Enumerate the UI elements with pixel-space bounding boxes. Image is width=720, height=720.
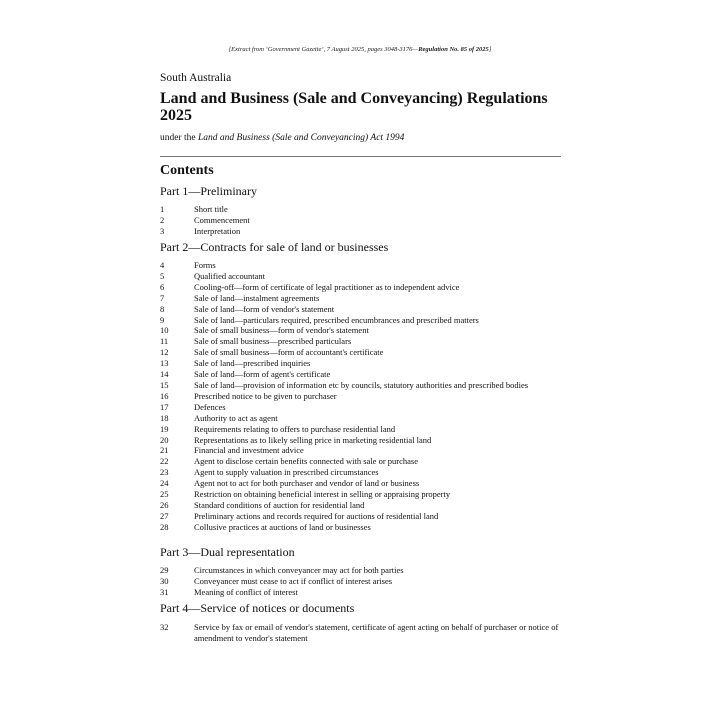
- entry-number: 19: [160, 423, 169, 434]
- toc-entry: [160, 358, 560, 369]
- entry-number: 21: [160, 445, 169, 456]
- entry-number: 13: [160, 358, 169, 369]
- toc-entry: [160, 391, 560, 402]
- toc-entry: [160, 500, 560, 511]
- entry-text: Agent not to act for both purchaser and vendor of land or business: [194, 478, 420, 489]
- entry-number: 22: [160, 456, 169, 467]
- entry-number: 6: [160, 281, 165, 292]
- toc-entry: [160, 456, 560, 467]
- entry-text: Agent to supply valuation in prescribed circumstances: [194, 467, 379, 478]
- toc-entry: [160, 467, 560, 478]
- toc-entry: [160, 315, 560, 326]
- entry-number: 7: [160, 292, 165, 303]
- entry-number: 31: [160, 586, 169, 597]
- entry-text: Interpretation: [194, 225, 241, 236]
- entry-text: Standard conditions of auction for residential land: [194, 499, 365, 510]
- toc-entry: [160, 489, 560, 500]
- entry-number: 15: [160, 379, 169, 390]
- entry-text: Sale of land—prescribed inquiries: [194, 358, 311, 369]
- under-prefix: under the: [160, 133, 198, 143]
- toc-entry: [160, 282, 560, 293]
- entry-text: Sale of land—form of agent's certificate: [194, 369, 331, 380]
- entry-text: Conveyancer must cease to act if conflict of interest arises: [194, 575, 393, 586]
- entry-text: Sale of small business—form of accountant's certificate: [194, 347, 384, 358]
- entry-text: Agent to disclose certain benefits connected with sale or purchase: [194, 456, 418, 467]
- toc-entry: [160, 576, 560, 587]
- entry-text: Prescribed notice to be given to purchaser: [194, 390, 337, 401]
- part-4-entries: [160, 622, 560, 644]
- part-2-entries: [160, 260, 560, 533]
- entry-text: Commencement: [194, 214, 250, 225]
- toc-entry: [160, 511, 560, 522]
- entry-number: 8: [160, 303, 165, 314]
- entry-number: 12: [160, 347, 169, 358]
- entry-text: Short title: [194, 204, 228, 214]
- entry-text: Restriction on obtaining beneficial interest in selling or appraising property: [194, 489, 451, 500]
- entry-number: 18: [160, 412, 169, 423]
- entry-text: Service by fax or email of vendor's statement, certificate of agent acting on behalf of purchaser or notice of amendment to vendor's statement: [194, 622, 559, 643]
- enabling-act-name: Land and Business (Sale and Conveyancing) Act 1994: [198, 133, 405, 143]
- entry-number: 16: [160, 390, 169, 401]
- entry-number: 3: [160, 225, 165, 236]
- entry-text: Sale of small business—prescribed particulars: [194, 336, 352, 347]
- entry-number: 11: [160, 336, 169, 347]
- toc-entry: [160, 478, 560, 489]
- entry-number: 17: [160, 401, 169, 412]
- entry-number: 5: [160, 270, 165, 281]
- entry-number: 1: [160, 204, 165, 214]
- toc-entry: [160, 522, 560, 533]
- extract-regulation: Regulation No. 85 of 2025: [418, 46, 489, 53]
- enabling-act-line: [160, 133, 404, 143]
- entry-number: 9: [160, 314, 165, 325]
- entry-number: 24: [160, 478, 169, 489]
- entry-text: Representations as to likely selling price in marketing residential land: [194, 434, 432, 445]
- extract-suffix: ]: [488, 46, 492, 53]
- entry-text: Preliminary actions and records required for auctions of residential land: [194, 510, 439, 521]
- entry-text: Sale of land—instalment agreements: [194, 292, 320, 303]
- entry-text: Sale of land—form of vendor's statement: [194, 303, 335, 314]
- part-1-heading: Part 1—Preliminary: [160, 184, 257, 198]
- toc-entry: [160, 622, 560, 644]
- gazette-extract-line: [0, 46, 720, 53]
- part-1-entries: [160, 204, 560, 237]
- toc-entry: [160, 204, 560, 215]
- toc-entry: [160, 215, 560, 226]
- entry-text: Sale of land—provision of information etc by councils, statutory authorities and prescribed bodies: [194, 379, 529, 390]
- toc-entry: [160, 587, 560, 598]
- toc-entry: [160, 369, 560, 380]
- toc-entry: [160, 402, 560, 413]
- entry-number: 30: [160, 575, 169, 586]
- entry-text: Cooling-off—form of certificate of legal practitioner as to independent advice: [194, 281, 460, 292]
- entry-text: Collusive practices at auctions of land or businesses: [194, 521, 371, 532]
- entry-number: 32: [160, 622, 169, 632]
- extract-prefix: [Extract from ‘Government Gazette’, 7 August 2025, pages 3048-3176—: [228, 46, 419, 53]
- part-4-heading: Part 4—Service of notices or documents: [160, 601, 355, 615]
- entry-text: Sale of land—particulars required, prescribed encumbrances and prescribed matters: [194, 314, 479, 325]
- toc-entry: [160, 435, 560, 446]
- entry-number: 27: [160, 510, 169, 521]
- part-2-heading: Part 2—Contracts for sale of land or businesses: [160, 240, 389, 254]
- entry-text: Sale of small business—form of vendor's statement: [194, 325, 369, 336]
- entry-text: Circumstances in which conveyancer may act for both parties: [194, 565, 404, 575]
- entry-text: Financial and investment advice: [194, 445, 304, 456]
- part-3-heading: Part 3—Dual representation: [160, 545, 295, 559]
- divider: [160, 156, 561, 157]
- toc-entry: [160, 260, 560, 271]
- entry-number: 2: [160, 214, 165, 225]
- entry-number: 25: [160, 489, 169, 500]
- toc-entry: [160, 413, 560, 424]
- entry-number: 23: [160, 467, 169, 478]
- toc-entry: [160, 565, 560, 576]
- toc-entry: [160, 347, 560, 358]
- entry-text: Authority to act as agent: [194, 412, 278, 423]
- toc-entry: [160, 445, 560, 456]
- entry-number: 29: [160, 565, 169, 575]
- entry-number: 28: [160, 521, 169, 532]
- entry-number: 14: [160, 369, 169, 380]
- toc-entry: [160, 424, 560, 435]
- entry-number: 26: [160, 499, 169, 510]
- entry-number: 10: [160, 325, 169, 336]
- toc-entry: [160, 271, 560, 282]
- document-title: Land and Business (Sale and Conveyancing) Regulations 2025: [160, 90, 548, 124]
- entry-text: Requirements relating to offers to purchase residential land: [194, 423, 396, 434]
- part-3-entries: [160, 565, 560, 598]
- entry-text: Forms: [194, 260, 216, 270]
- toc-entry: [160, 336, 560, 347]
- contents-heading: Contents: [160, 163, 214, 178]
- toc-entry: [160, 325, 560, 336]
- toc-entry: [160, 380, 560, 391]
- toc-entry: [160, 293, 560, 304]
- entry-text: Defences: [194, 401, 226, 412]
- entry-text: Meaning of conflict of interest: [194, 586, 298, 597]
- jurisdiction: South Australia: [160, 72, 232, 84]
- entry-text: Qualified accountant: [194, 270, 266, 281]
- entry-number: 4: [160, 260, 165, 270]
- entry-number: 20: [160, 434, 169, 445]
- toc-entry: [160, 304, 560, 315]
- toc-entry: [160, 226, 560, 237]
